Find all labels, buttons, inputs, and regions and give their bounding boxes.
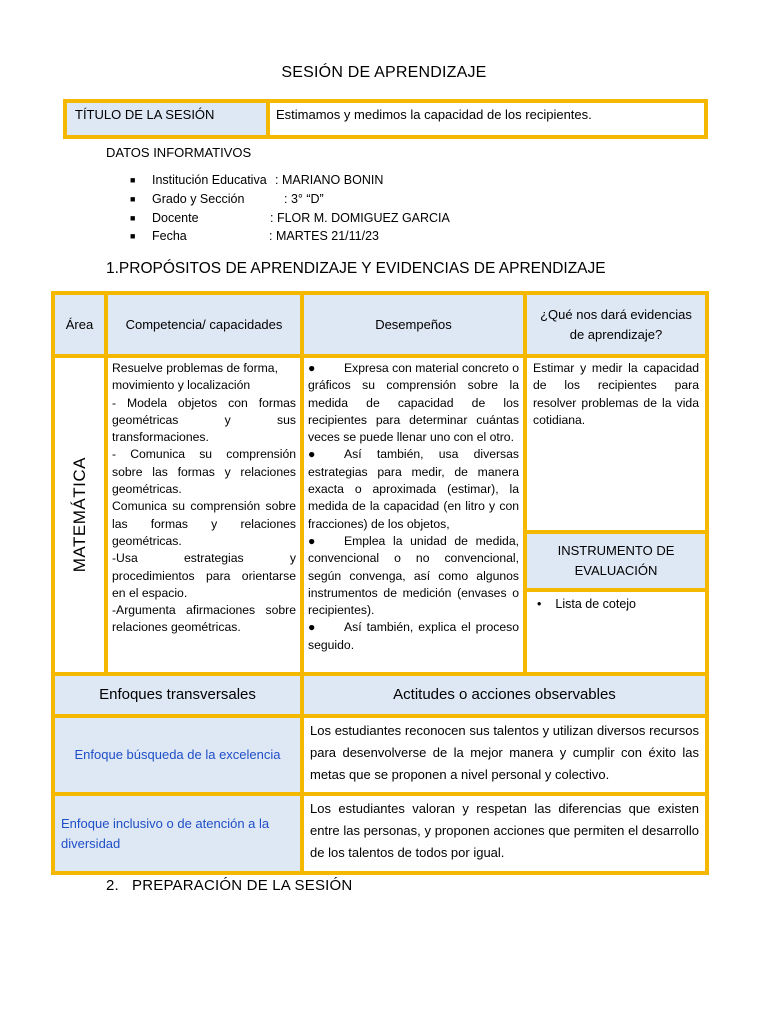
- enfoque-excelencia: Enfoque búsqueda de la excelencia: [55, 718, 300, 792]
- header-desempenos: Desempeños: [304, 295, 523, 354]
- actitud-inclusivo: Los estudiantes valoran y respetan las diferencias que existen entre las personas, y proponen acciones que permiten el desarrollo de los talentos de todos por igual.: [304, 796, 705, 871]
- info-item-grado: [130, 190, 450, 209]
- round-bullet-icon: ●: [308, 361, 316, 375]
- desempeno-item: [308, 360, 519, 446]
- info-list: [130, 171, 450, 246]
- competencia-line: -Argumenta afirmaciones sobre relaciones geométricas.: [112, 603, 296, 635]
- actitudes-header: Actitudes o acciones observables: [304, 676, 705, 714]
- area-cell: [55, 358, 104, 672]
- evidencia-cell: Estimar y medir la capacidad de los recipientes para resolver problemas de la vida cotidiana.: [527, 358, 705, 530]
- session-title-value: Estimamos y medimos la capacidad de los recipientes.: [270, 103, 704, 135]
- desempeno-item: [308, 533, 519, 619]
- square-bullet-icon: ■: [130, 175, 136, 186]
- header-competencia: Competencia/ capacidades: [108, 295, 300, 354]
- info-label: Grado y Sección: [152, 192, 245, 207]
- competencia-cell: [108, 358, 300, 672]
- desempeno-item: [308, 446, 519, 532]
- info-value: : 3° “D”: [284, 192, 324, 207]
- competencia-line: Resuelve problemas de forma, movimiento y localización: [112, 361, 278, 393]
- info-item-institucion: [130, 171, 450, 190]
- session-title-label: TÍTULO DE LA SESIÓN: [67, 103, 266, 135]
- round-bullet-icon: ●: [308, 620, 316, 635]
- round-bullet-icon: ●: [308, 447, 316, 462]
- info-value: : MARIANO BONIN: [275, 173, 384, 188]
- session-title-table: [63, 99, 708, 139]
- section-2-heading: 2. PREPARACIÓN DE LA SESIÓN: [106, 877, 353, 894]
- header-area: Área: [55, 295, 104, 354]
- enfoques-header: Enfoques transversales: [55, 676, 300, 714]
- desempeno-text: Así también, usa diversas estrategias para medir, de manera exacta o aproximada (estimar), la medida de la capacidad (en litro y con fracciones) de los objetos,: [308, 447, 519, 531]
- competencia-line: - Comunica su comprensión sobre las formas y relaciones geométricas.: [112, 447, 296, 497]
- square-bullet-icon: ■: [130, 194, 136, 205]
- round-bullet-icon: ●: [308, 533, 316, 548]
- info-label: Fecha: [152, 229, 187, 244]
- info-value: : MARTES 21/11/23: [269, 229, 380, 244]
- competencia-line: -Usa estrategias y procedimientos para orientarse en el espacio.: [112, 551, 296, 600]
- enfoque-inclusivo: Enfoque inclusivo o de atención a la diversidad: [55, 796, 300, 871]
- desempeno-text: Así también, explica el proceso seguido.: [308, 620, 519, 652]
- section-1-heading: 1.PROPÓSITOS DE APRENDIZAJE Y EVIDENCIAS DE APRENDIZAJE: [106, 260, 606, 277]
- instrumento-value: Lista de cotejo: [555, 597, 636, 611]
- desempenos-cell: [304, 358, 523, 672]
- info-label: Docente: [152, 210, 199, 225]
- square-bullet-icon: ■: [130, 231, 136, 242]
- datos-informativos-heading: DATOS INFORMATIVOS: [106, 145, 252, 160]
- info-value: : FLOR M. DOMIGUEZ GARCIA: [270, 210, 450, 225]
- round-bullet-icon: •: [537, 597, 542, 611]
- competencia-line: - Modela objetos con formas geométricas y sus transformaciones.: [112, 395, 296, 445]
- desempeno-item: [308, 619, 519, 654]
- purposes-table: [51, 291, 709, 875]
- info-item-fecha: [130, 227, 450, 246]
- desempeno-text: Emplea la unidad de medida, convencional o no convencional, según convenga, así como algunos instrumentos de medición (envases o recipientes).: [308, 533, 519, 618]
- square-bullet-icon: ■: [130, 212, 136, 223]
- competencia-line: Comunica su comprensión sobre las formas y relaciones geométricas.: [112, 499, 296, 548]
- header-evidencias: ¿Qué nos dará evidencias de aprendizaje?: [527, 295, 705, 354]
- document-title: SESIÓN DE APRENDIZAJE: [281, 64, 487, 81]
- desempeno-text: Expresa con material concreto o gráficos su comprensión sobre la medida de capacidad de los recipientes para determinar cuántas veces se puede llenar uno con el otro.: [308, 361, 519, 445]
- instrumento-header: INSTRUMENTO DE EVALUACIÓN: [527, 534, 705, 588]
- instrumento-cell: [527, 592, 705, 672]
- actitud-excelencia: Los estudiantes reconocen sus talentos y utilizan diversos recursos para desenvolverse de la mejor manera y cumplir con éxito las metas que se proponen a nivel personal y colectivo.: [304, 718, 705, 792]
- info-label: Institución Educativa: [152, 173, 267, 188]
- info-item-docente: [130, 208, 450, 227]
- area-value: MATEMÁTICA: [69, 457, 89, 573]
